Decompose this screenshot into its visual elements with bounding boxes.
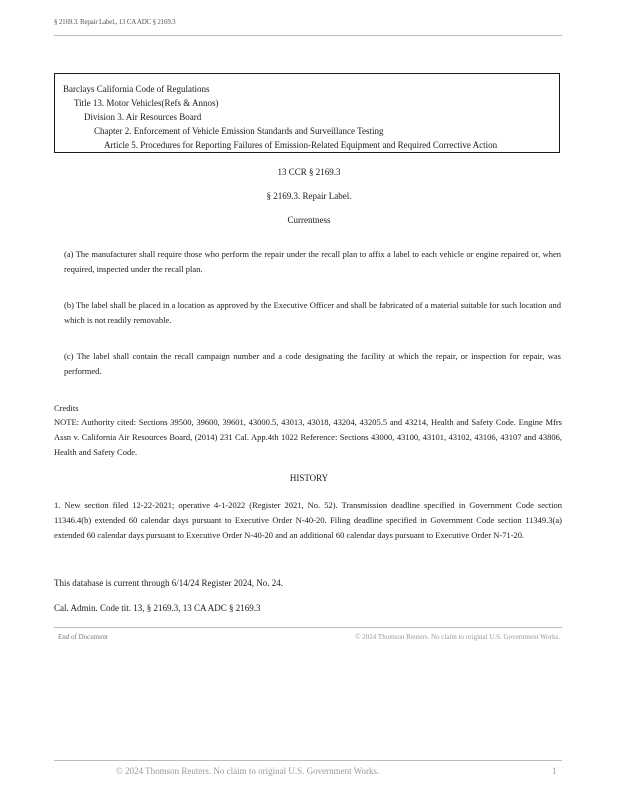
credits-heading: Credits bbox=[54, 403, 79, 413]
paragraph-b: (b) The label shall be placed in a location as approved by the Executive Officer and shall be fabricated of a material suitable for such location and which is not readily removable. bbox=[64, 300, 561, 325]
history-item: 1. New section filed 12-22-2021; operative 4-1-2022 (Register 2021, No. 52). Transmission deadline specified in Government Code section 11346.4(b) extended 60 calendar days pursuant to Executive Order N-40-20. Filing deadline specified in Government Code section 11349.3(a) extended 60 calendar days pursuant to Executive Order N-40-20 and an additional 60 calendar days pursuant to Executive Order N-71-20. bbox=[54, 500, 562, 540]
credits-note: NOTE: Authority cited: Sections 39500, 39600, 39601, 43000.5, 43013, 43018, 43204, 43205.5 and 43214, Health and Safety Code. Engine Mfrs Assn v. California Air Resources Board, (2014) 231 Cal. App.4th 1022 Reference: Sections 43000, 43100, 43101, 43102, 43106, 43107 and 43806, Health and Safety Code. bbox=[54, 417, 562, 457]
hierarchy-box bbox=[54, 73, 560, 153]
paragraph-a: (a) The manufacturer shall require those who perform the repair under the recall plan to affix a label to each vehicle or engine repaired or, when required, inspected under the recall plan. bbox=[64, 249, 561, 274]
footer-copyright: © 2024 Thomson Reuters. No claim to original U.S. Government Works. bbox=[116, 766, 380, 776]
citation-line: Cal. Admin. Code tit. 13, § 2169.3, 13 CA ADC § 2169.3 bbox=[54, 603, 261, 613]
end-of-document: End of Document bbox=[58, 633, 108, 641]
running-head: § 2169.3. Repair Label., 13 CA ADC § 2169.3 bbox=[54, 18, 176, 26]
hierarchy-level-title[interactable]: Title 13. Motor Vehicles(Refs & Annos) bbox=[74, 98, 219, 108]
header-rule bbox=[54, 35, 562, 36]
hierarchy-level-division[interactable]: Division 3. Air Resources Board bbox=[84, 112, 202, 122]
paragraph-c: (c) The label shall contain the recall campaign number and a code designating the facility at which the repair, or inspection for repair, was performed. bbox=[64, 351, 561, 376]
database-current: This database is current through 6/14/24 Register 2024, No. 24. bbox=[54, 578, 283, 588]
end-rule bbox=[54, 627, 562, 628]
hierarchy-level-code[interactable]: Barclays California Code of Regulations bbox=[63, 84, 210, 94]
page-footer-rule bbox=[54, 760, 562, 761]
page-number: 1 bbox=[552, 766, 557, 776]
citation: 13 CCR § 2169.3 bbox=[277, 167, 341, 177]
hierarchy-level-chapter[interactable]: Chapter 2. Enforcement of Vehicle Emission Standards and Surveillance Testing bbox=[94, 126, 384, 136]
end-copyright: © 2024 Thomson Reuters. No claim to original U.S. Government Works. bbox=[355, 633, 560, 641]
history-heading: HISTORY bbox=[289, 473, 329, 483]
hierarchy-level-article[interactable]: Article 5. Procedures for Reporting Failures of Emission-Related Equipment and Required Corrective Action bbox=[104, 140, 498, 150]
currentness-link[interactable]: Currentness bbox=[287, 215, 331, 225]
section-title: § 2169.3. Repair Label. bbox=[266, 191, 352, 201]
